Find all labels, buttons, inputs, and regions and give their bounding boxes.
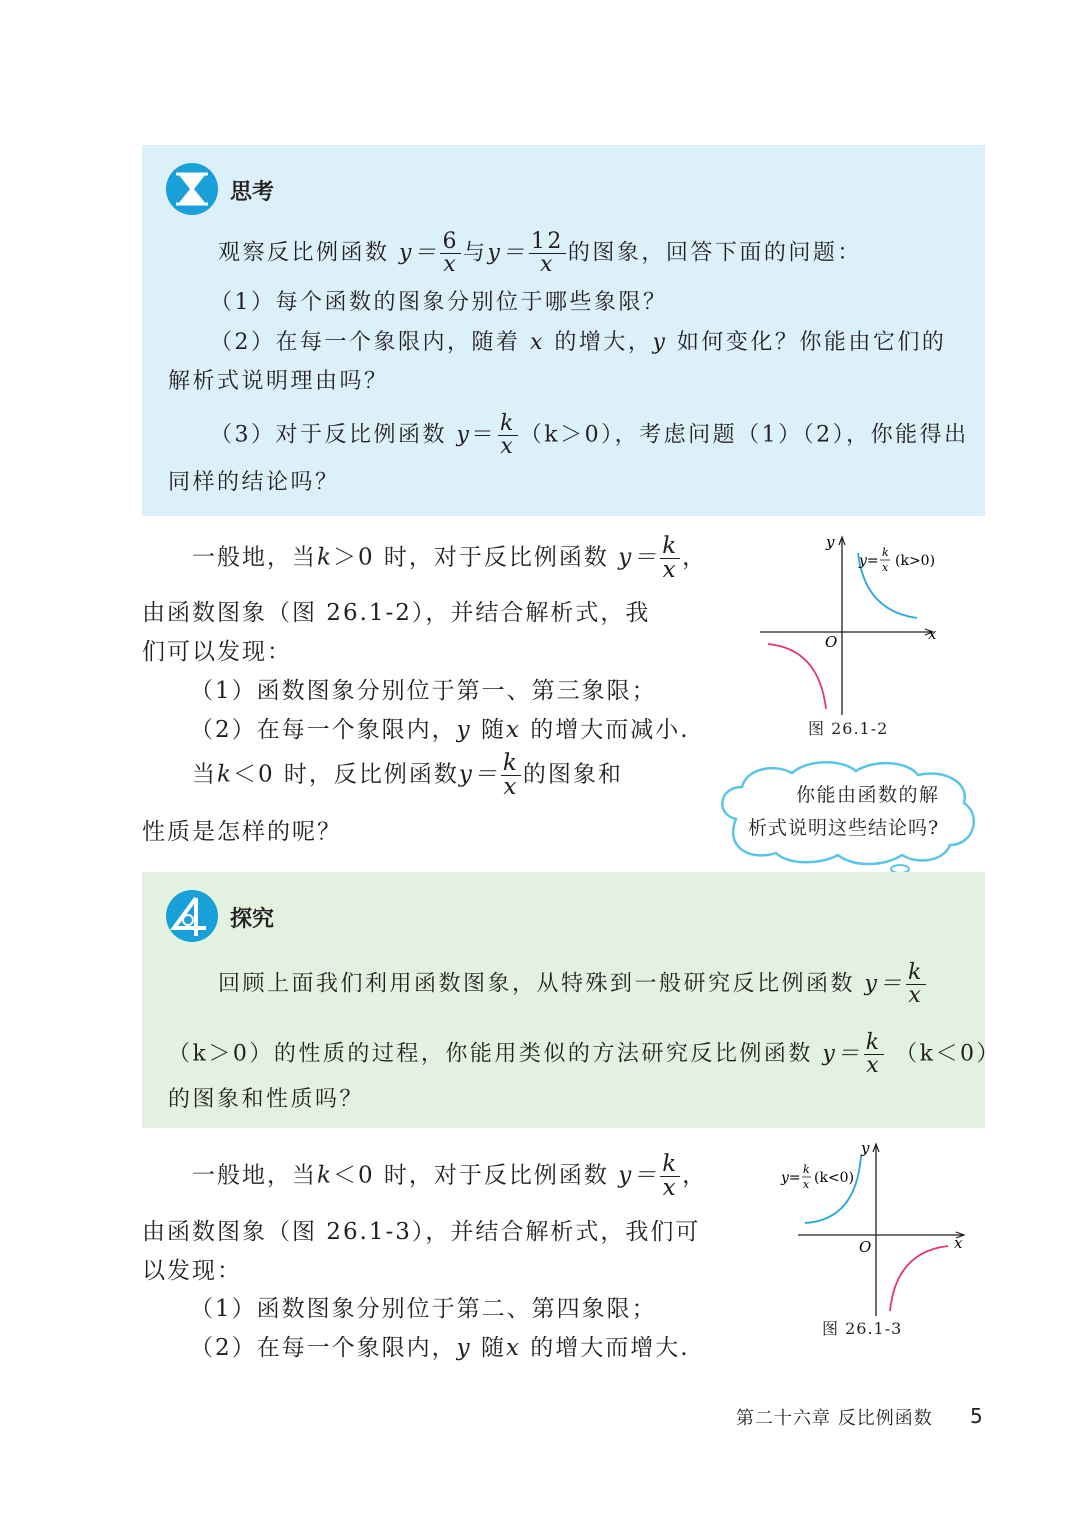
section2-point2: （2）在每一个象限内，y 随x 的增大而增大.: [190, 1335, 690, 1361]
page-number: 5: [970, 1404, 983, 1428]
section1-line3: 们可以发现：: [142, 639, 292, 665]
think-box: [142, 145, 985, 516]
think-question-3: （3）对于反比例函数 y＝ $\frac{k}{x}$ （k＞0），考虑问题（1）（2），你能得出: [210, 411, 969, 459]
fraction-6-over-x: $\frac{6}{x}$: [442, 229, 459, 277]
origin-label: O: [825, 633, 838, 651]
section2-line2: 由函数图象（图 26.1-3），并结合解析式，我们可: [142, 1219, 701, 1245]
think-question-2: （2）在每一个象限内，随着 x 的增大，y 如何变化？你能由它们的: [210, 330, 947, 355]
curve-eq-label: y=: [781, 1170, 801, 1186]
section2-line1: 一般地，当k＜0 时，对于反比例函数 y＝ $\frac{k}{x}$ ，: [192, 1151, 708, 1201]
section2-line3: 以发现：: [142, 1258, 242, 1284]
think-question-1: （1）每个函数的图象分别位于哪些象限？: [210, 290, 668, 315]
figure-26-1-3-caption: 图 26.1-3: [822, 1319, 903, 1338]
y-axis-label: y: [826, 533, 835, 551]
curve-eq-cond: (k>0): [895, 553, 936, 569]
fraction-12-over-x: $\frac{12}{x}$: [530, 229, 564, 277]
origin-label: O: [859, 1238, 872, 1256]
explore-line2: （k＞0）的性质的过程，你能用类似的方法研究反比例函数 y＝ $\frac{k}{x}$ （k＜0）: [168, 1030, 1001, 1078]
fraction-k-over-x: $\frac{k}{x}$: [499, 411, 516, 459]
figure-26-1-2: [755, 533, 955, 718]
think-title: 思考: [230, 180, 275, 205]
x-axis-label: x: [928, 625, 937, 643]
fraction-k-over-x: $\frac{k}{x}$: [662, 533, 679, 583]
y-axis-label: y: [861, 1139, 870, 1157]
curve-eq-k: k: [803, 1163, 810, 1176]
explore-title: 探究: [230, 907, 275, 932]
chapter-footer: 第二十六章 反比例函数: [736, 1408, 933, 1429]
fraction-k-over-x: $\frac{k}{x}$: [502, 750, 519, 800]
think-badge-icon: [166, 163, 218, 215]
section1-point1: （1）函数图象分别位于第一、第三象限；: [190, 678, 657, 704]
section1-line4: 当k＜0 时，反比例函数y＝ $\frac{k}{x}$ 的图象和: [192, 750, 623, 800]
think-question-3-cont: 同样的结论吗？: [168, 470, 340, 495]
curve-eq-x: x: [882, 561, 889, 574]
curve-quadrant-2: [805, 1156, 861, 1223]
section1-line2: 由函数图象（图 26.1-2），并结合解析式，我: [142, 600, 651, 626]
section2-point1: （1）函数图象分别位于第二、第四象限；: [190, 1296, 657, 1322]
thought-cloud-line1: 你能由函数的解: [796, 784, 940, 806]
explore-box: [142, 872, 1001, 1128]
fraction-k-over-x: $\frac{k}{x}$: [865, 1030, 882, 1078]
x-axis-label: x: [954, 1234, 963, 1252]
curve-eq-x: x: [803, 1178, 810, 1191]
explore-line3: 的图象和性质吗？: [168, 1087, 365, 1112]
curve-quadrant-3: [768, 644, 826, 709]
explore-line1: 回顾上面我们利用函数图象，从特殊到一般研究反比例函数 y＝ $\frac{k}{x}$: [218, 960, 924, 1008]
section1-point2: （2）在每一个象限内，y 随x 的增大而减小.: [190, 717, 690, 743]
section1-line1: 一般地，当k＞0 时，对于反比例函数 y＝ $\frac{k}{x}$ ，: [192, 533, 708, 583]
fraction-k-over-x: $\frac{k}{x}$: [662, 1151, 679, 1201]
curve-quadrant-4: [890, 1246, 948, 1311]
think-intro: 观察反比例函数 y＝ $\frac{6}{x}$ 与y＝ $\frac{12}{x}$ 的图象，回答下面的问题：: [218, 229, 862, 277]
curve-eq-cond: (k<0): [814, 1170, 855, 1186]
curve-eq-label: y=: [859, 553, 879, 569]
explore-badge-icon: [166, 890, 218, 942]
section1-line5: 性质是怎样的呢？: [142, 819, 342, 845]
thought-cloud-line2: 析式说明这些结论吗?: [748, 817, 940, 839]
curve-eq-k: k: [882, 546, 889, 559]
figure-26-1-2-caption: 图 26.1-2: [808, 719, 889, 738]
fraction-k-over-x: $\frac{k}{x}$: [907, 960, 924, 1008]
think-question-2-cont: 解析式说明理由吗？: [168, 369, 389, 394]
figure-26-1-3: [778, 1138, 978, 1318]
